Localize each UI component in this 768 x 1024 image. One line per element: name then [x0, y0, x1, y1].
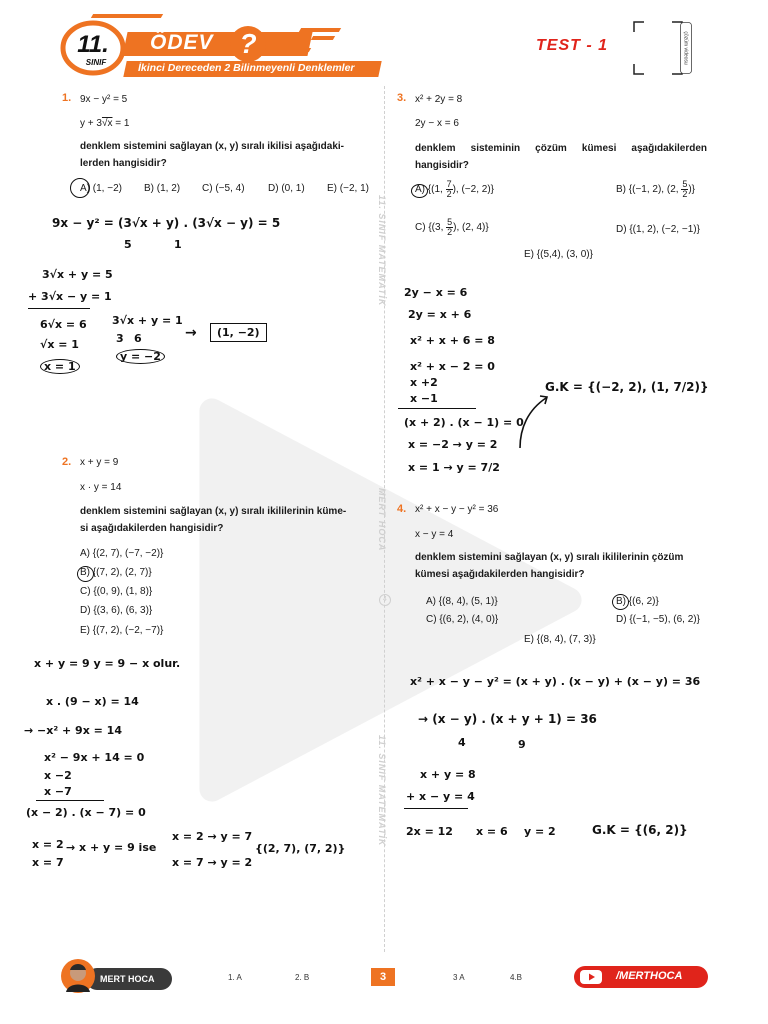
option-e[interactable]: E) {(8, 4), (7, 3)}: [524, 634, 596, 645]
handwritten-step: 6√x = 6: [40, 318, 87, 331]
handwritten-answer: (1, −2): [210, 323, 267, 342]
handwritten-step: y = −2: [116, 349, 165, 364]
option-e[interactable]: E) {(5,4), (3, 0)}: [524, 249, 593, 260]
option-d[interactable]: D) {(1, 2), (−2, −1)}: [616, 224, 700, 235]
handwritten-step: x² + x − y − y² = (x + y) . (x − y) + (x − y) = 36: [410, 675, 701, 688]
option-c[interactable]: C) {(3, $\frac{5}{2}$ ), (2, 4)}: [415, 217, 489, 237]
watermark-circle: 4: [379, 594, 391, 606]
handwritten-step: x −2: [44, 769, 72, 782]
handwritten-answer: G.K = {(−2, 2), (1, 7/2)}: [545, 380, 709, 394]
odev-label: ÖDEV: [150, 31, 214, 54]
handwritten-step: x +2: [410, 376, 438, 389]
topic-subtitle: İkinci Dereceden 2 Bilinmeyenli Denklemler: [138, 62, 355, 74]
sum-line: [36, 800, 104, 801]
equation: [80, 118, 129, 129]
question-stem: [415, 140, 707, 174]
selected-answer-circle: [77, 566, 94, 582]
eq-part: y + 3: [80, 118, 102, 129]
handwritten-step: x² + x + 6 = 8: [410, 334, 495, 347]
answer-key-item: 2. B: [295, 973, 310, 982]
handwritten-step: + x − y = 4: [406, 790, 475, 803]
handwritten-step: x = −2 → y = 2: [408, 438, 498, 451]
page-number: 3: [371, 968, 395, 986]
handwritten-step: x² − 9x + 14 = 0: [44, 751, 145, 764]
handwritten-answer: G.K = {(6, 2)}: [592, 823, 688, 837]
equation: 9x − y² = 5: [80, 94, 128, 105]
youtube-icon: [580, 970, 602, 984]
handwritten-step: x = 1: [40, 359, 80, 374]
handwritten-answer: {(2, 7), (7, 2)}: [255, 842, 346, 855]
option-c[interactable]: C) {(6, 2), (4, 0)}: [426, 614, 499, 625]
stem-line: denklem sistemini sağlayan (x, y) sıralı ikililerinin küme-: [80, 506, 347, 517]
handwritten-step: x = 7 → y = 2: [172, 856, 253, 869]
header-accent-stripe: [91, 14, 163, 18]
stem-line: denklem sisteminin çözüm kümesi aşağıdakilerden: [415, 143, 707, 154]
handwritten-step: → −x² + 9x = 14: [24, 724, 122, 737]
handwritten-step: 2y = x + 6: [408, 308, 472, 321]
handwritten-step: x = 1 → y = 7/2: [408, 461, 500, 474]
handwritten-step: x = 7: [32, 856, 64, 869]
option-a[interactable]: A) {(2, 7), (−7, −2)}: [80, 548, 164, 559]
option-e[interactable]: E) (−2, 1): [327, 183, 369, 194]
handwritten-step: 4: [458, 736, 466, 749]
option-e[interactable]: E) {(7, 2), (−2, −7)}: [80, 625, 164, 636]
sum-line: [28, 308, 90, 309]
answer-key-item: 4.B: [510, 973, 523, 982]
question-number: 4.: [397, 503, 407, 515]
grade-badge: [60, 20, 126, 76]
question-number: 3.: [397, 92, 407, 104]
question-mark-icon: ?: [230, 26, 266, 62]
handwritten-arrow: [512, 392, 552, 452]
question-stem: [415, 549, 707, 583]
equation: x² + x − y − y² = 36: [415, 504, 499, 515]
teacher-name: MERT HOCA: [100, 974, 155, 984]
option-a[interactable]: A) (1, −2): [80, 183, 122, 194]
stem-line: kümesi aşağıdakilerden hangisidir?: [415, 569, 585, 580]
option-d[interactable]: D) (0, 1): [268, 183, 305, 194]
equation: x² + 2y = 8: [415, 94, 463, 105]
header-accent-stripe: [311, 36, 335, 40]
handwritten-step: + 3√x − y = 1: [28, 290, 112, 303]
selected-answer-circle: [612, 594, 629, 610]
equation: 2y − x = 6: [415, 118, 459, 129]
question-number: 2.: [62, 456, 72, 468]
handwritten-step: x + y = 8: [420, 768, 476, 781]
equation: x + y = 9: [80, 457, 119, 468]
handwritten-step: √x = 1: [40, 338, 79, 351]
handwritten-step: (x + 2) . (x − 1) = 0: [404, 416, 524, 429]
handwritten-step: 5: [124, 238, 132, 251]
option-c[interactable]: C) (−5, 4): [202, 183, 245, 194]
handwritten-step: 3: [116, 332, 124, 345]
handwritten-step: x −7: [44, 785, 72, 798]
selected-answer-circle: [70, 178, 90, 198]
radical: √x: [101, 118, 113, 129]
option-b[interactable]: B) {(6, 2)}: [616, 596, 659, 607]
option-a[interactable]: A) {(1, $\frac{7}{2}$ ), (−2, 2)}: [415, 179, 494, 199]
handwritten-step: x . (9 − x) = 14: [46, 695, 139, 708]
handwritten-step: (x − 2) . (x − 7) = 0: [26, 806, 146, 819]
qr-code-frame-icon[interactable]: [632, 20, 684, 76]
handwritten-step: x = 2: [32, 838, 64, 851]
handwritten-step: x = 6: [476, 825, 508, 838]
handwritten-step: 6: [134, 332, 142, 345]
question-stem: [80, 138, 375, 172]
handwritten-step: 1: [174, 238, 182, 251]
stem-line: denklem sistemini sağlayan (x, y) sıralı ikililerinin çözüm: [415, 552, 684, 563]
option-a[interactable]: A) {(8, 4), (5, 1)}: [426, 596, 498, 607]
option-d[interactable]: D) {(3, 6), (6, 3)}: [80, 605, 153, 616]
handwritten-step: 9x − y² = (3√x + y) . (3√x − y) = 5: [52, 216, 281, 230]
vertical-watermark: 11. SINIF MATEMATİK: [377, 735, 387, 847]
handwritten-step: 3√x + y = 1: [112, 314, 183, 327]
answer-key-item: 3 A: [453, 973, 465, 982]
stem-line: lerden hangisidir?: [80, 158, 167, 169]
sum-line: [404, 808, 468, 809]
question-stem: [80, 503, 375, 537]
equation: x · y = 14: [80, 482, 122, 493]
handwritten-step: x −1: [410, 392, 438, 405]
selected-answer-circle: [411, 184, 428, 198]
handwritten-step: 3√x + y = 5: [42, 268, 113, 281]
vertical-watermark: MERT HOCA: [377, 488, 387, 552]
teacher-avatar: [60, 958, 96, 994]
handwritten-step: x = 2 → y = 7: [172, 830, 253, 843]
grade-word: SINIF: [85, 58, 107, 67]
equation: x − y = 4: [415, 529, 454, 540]
sum-line: [398, 408, 476, 409]
option-b[interactable]: B) {(−1, 2), (2, $\frac{5}{2}$ )}: [616, 179, 695, 199]
youtube-channel-pill[interactable]: [574, 966, 708, 988]
handwritten-step: → (x − y) . (x + y + 1) = 36: [418, 712, 597, 726]
handwritten-step: y = 2: [524, 825, 556, 838]
option-b[interactable]: B) {(7, 2), (2, 7)}: [80, 567, 152, 578]
vertical-watermark: 11. SINIF MATEMATİK: [377, 195, 387, 307]
answer-key-item: 1. A: [228, 973, 242, 982]
option-d[interactable]: D) {(−1, −5), (6, 2)}: [616, 614, 700, 625]
handwritten-step: x + y = 9 y = 9 − x olur.: [34, 657, 181, 670]
stem-line: si aşağıdakilerden hangisidir?: [80, 523, 224, 534]
stem-line: hangisidir?: [415, 160, 469, 171]
question-number: 1.: [62, 92, 72, 104]
handwritten-step: 2x = 12: [406, 825, 453, 838]
arrow: →: [185, 325, 197, 341]
channel-name: /MERTHOCA: [616, 970, 683, 982]
handwritten-step: x² + x − 2 = 0: [410, 360, 495, 373]
handwritten-step: → x + y = 9 ise: [66, 841, 157, 854]
grade-number: 11.: [77, 31, 109, 58]
option-c[interactable]: C) {(0, 9), (1, 8)}: [80, 586, 153, 597]
test-title: TEST - 1: [536, 37, 609, 54]
eq-part: = 1: [112, 118, 130, 129]
teacher-name-pill: [86, 968, 172, 990]
qr-caption-text: çözüm videosu: [682, 31, 689, 65]
handwritten-step: 2y − x = 6: [404, 286, 468, 299]
option-b[interactable]: B) (1, 2): [144, 183, 181, 194]
stem-line: denklem sistemini sağlayan (x, y) sıralı ikilisi aşağıdaki-: [80, 141, 345, 152]
qr-caption: [680, 22, 692, 74]
handwritten-step: 9: [518, 738, 526, 751]
